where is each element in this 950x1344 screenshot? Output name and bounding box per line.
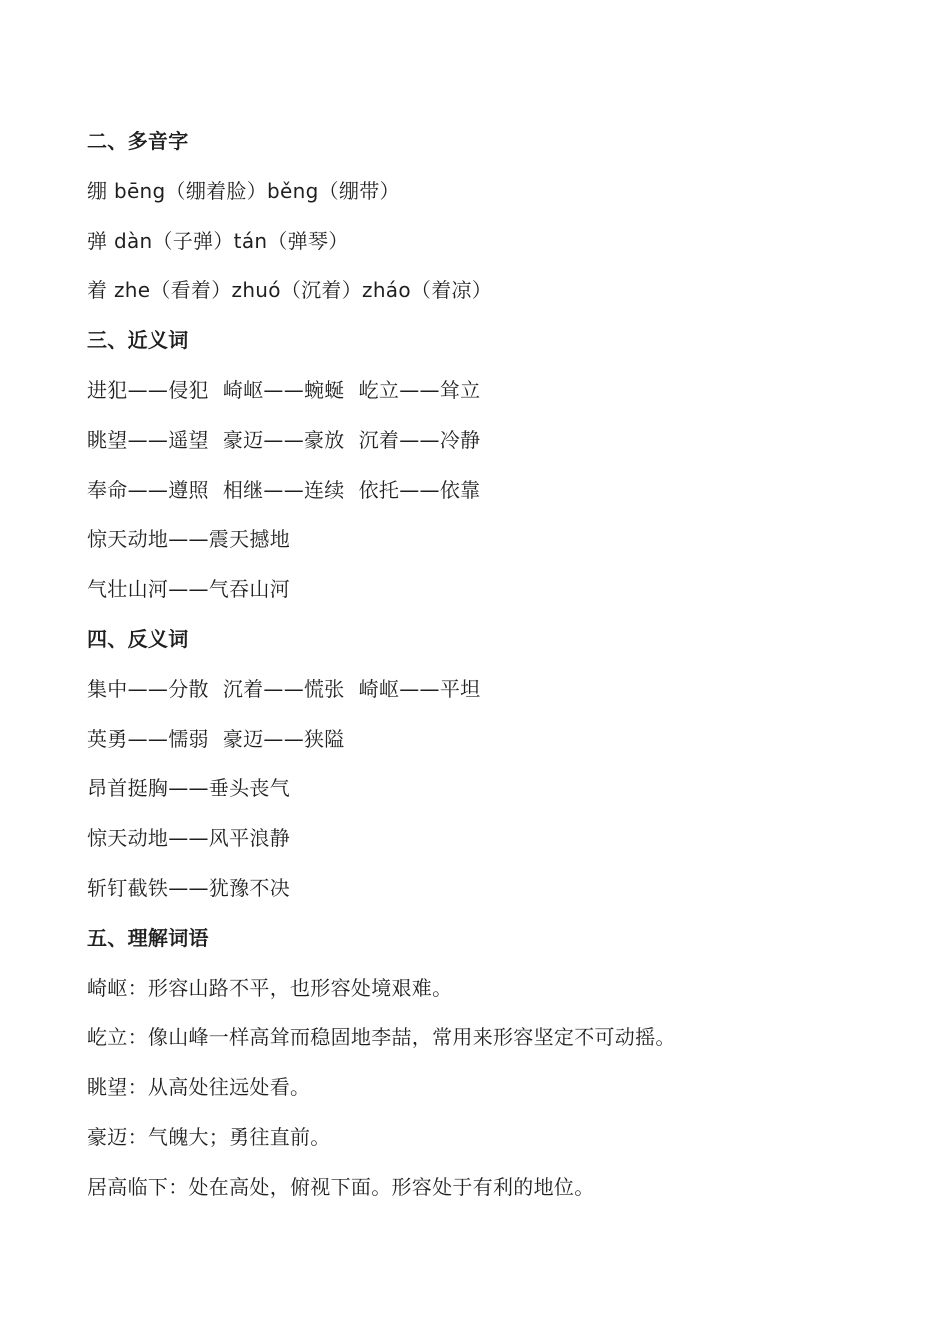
antonym-pair: 昂首挺胸——垂头丧气 — [87, 776, 290, 801]
synonym-line — [87, 423, 907, 473]
antonym-line — [87, 722, 907, 772]
synonym-pair: 豪迈——豪放 — [222, 427, 345, 452]
antonym-pair: 沉着——慌张 — [222, 676, 345, 701]
synonym-pair: 奉命——遵照 — [87, 477, 209, 502]
section-heading-antonyms: 四、反义词 — [87, 626, 189, 651]
document-page — [87, 124, 907, 1220]
antonym-line — [87, 672, 907, 722]
section-heading-definitions: 五、理解词语 — [87, 925, 209, 950]
antonym-pair: 豪迈——狭隘 — [222, 726, 345, 751]
antonym-line — [87, 821, 907, 871]
synonym-pair: 沉着——冷静 — [358, 427, 481, 452]
definition-line: 屹立：像山峰一样高耸而稳固地李喆，常用来形容坚定不可动摇。 — [87, 1025, 676, 1050]
section-heading-polyphonic: 二、多音字 — [87, 129, 189, 153]
synonym-line — [87, 373, 907, 423]
definition-line: 眺望：从高处往远处看。 — [87, 1075, 311, 1100]
synonym-pair: 崎岖——蜿蜒 — [222, 377, 345, 402]
antonym-pair: 集中——分散 — [87, 676, 209, 701]
antonym-pair: 斩钉截铁——犹豫不决 — [87, 875, 290, 900]
section-heading-synonyms: 三、近义词 — [87, 328, 189, 353]
synonym-pair: 气壮山河——气吞山河 — [87, 577, 290, 602]
synonym-line — [87, 572, 907, 622]
antonym-line — [87, 771, 907, 821]
synonym-pair: 进犯——侵犯 — [87, 377, 209, 402]
synonym-pair: 依托——依靠 — [358, 477, 481, 502]
definition-line: 豪迈：气魄大；勇往直前。 — [87, 1124, 331, 1149]
synonym-pair: 相继——连续 — [222, 477, 345, 502]
polyphonic-line: 弹 dàn（子弹）tán（弹琴） — [87, 228, 349, 253]
antonym-pair: 英勇——懦弱 — [87, 726, 209, 751]
synonym-pair: 惊天动地——震天撼地 — [87, 527, 290, 552]
antonym-pair: 崎岖——平坦 — [358, 676, 481, 701]
definition-line: 崎岖：形容山路不平，也形容处境艰难。 — [87, 975, 453, 1000]
definition-line: 居高临下：处在高处，俯视下面。形容处于有利的地位。 — [87, 1174, 595, 1199]
antonym-line — [87, 871, 907, 921]
synonym-pair: 屹立——耸立 — [358, 377, 481, 402]
synonym-pair: 眺望——遥望 — [87, 427, 209, 452]
polyphonic-line: 绷 bēng（绷着脸）běng（绷带） — [87, 178, 400, 203]
synonym-line — [87, 473, 907, 523]
synonym-line — [87, 522, 907, 572]
antonym-pair: 惊天动地——风平浪静 — [87, 826, 290, 851]
polyphonic-line: 着 zhe（看着）zhuó（沉着）zháo（着凉） — [87, 278, 493, 303]
